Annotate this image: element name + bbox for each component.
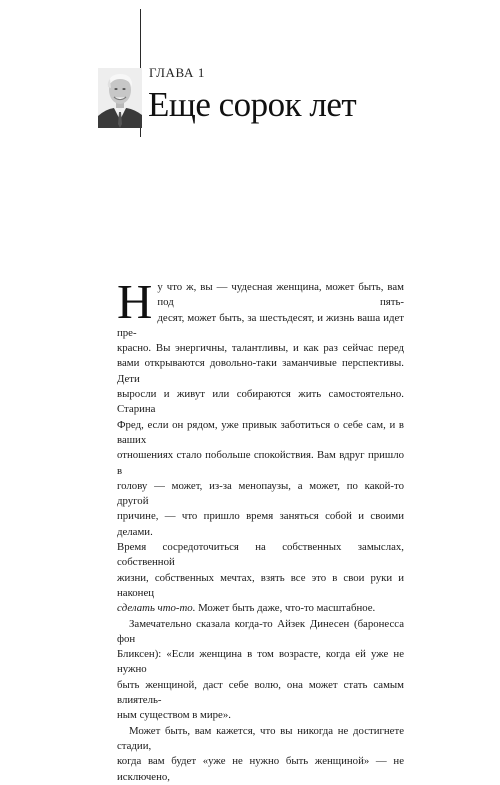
text-line: ным существом в мире». bbox=[117, 709, 231, 722]
text-line: Замечательно сказала когда-то Айзек Динесен (баронесса фон bbox=[117, 617, 404, 645]
text-line: у что ж, вы — чудесная женщина, может быть, вам под пять- bbox=[157, 281, 404, 309]
paragraph-1 bbox=[117, 274, 404, 617]
paragraph-3 bbox=[117, 724, 404, 785]
text-line: Может быть, вам кажется, что вы никогда не достигнете стадии, bbox=[117, 724, 404, 752]
paragraph-2 bbox=[117, 617, 404, 724]
text-line: выросли и живут или собираются жить самостоятельно. Старина bbox=[117, 388, 404, 416]
text-fragment: Может быть даже, что-то масштабное. bbox=[195, 602, 376, 615]
text-line: Фред, если он рядом, уже привык заботиться о себе сам, и в ваших bbox=[117, 418, 404, 446]
text-line: причине, — что пришло время заняться собой и своими делами. bbox=[117, 510, 404, 538]
text-line bbox=[117, 601, 404, 616]
text-line: вами открываются довольно-таки заманчивые перспективы. Дети bbox=[117, 357, 404, 385]
emphasis-text: сделать что-то. bbox=[117, 602, 196, 615]
drop-cap: Н bbox=[117, 274, 153, 329]
text-line: быть женщиной, даст себе волю, она может стать самым влиятель- bbox=[117, 678, 404, 707]
text-line: жизни, собственных мечтах, взять все это в свои руки и наконец bbox=[117, 571, 404, 599]
chapter-number: ГЛАВА 1 bbox=[149, 65, 205, 80]
chapter-title: Еще сорок лет bbox=[148, 85, 357, 124]
text-line: Время сосредоточиться на собственных замыслах, собственной bbox=[117, 541, 404, 569]
text-line: десят, может быть, за шестьдесят, и жизнь ваша идет пре- bbox=[117, 311, 404, 339]
text-line: голову — может, из-за менопаузы, а может, по какой-то другой bbox=[117, 479, 404, 508]
author-portrait-icon bbox=[98, 68, 142, 128]
text-line: красно. Вы энергичны, талантливы, и как раз сейчас перед bbox=[117, 342, 404, 355]
body-text bbox=[117, 274, 404, 785]
text-line: когда вам будет «уже не нужно быть женщиной» — не исключено, bbox=[117, 755, 404, 783]
text-line: отношениях стало побольше спокойствия. Вам вдруг пришло в bbox=[117, 449, 404, 477]
text-line: Бликсен): «Если женщина в том возрасте, когда ей уже не нужно bbox=[117, 648, 404, 676]
